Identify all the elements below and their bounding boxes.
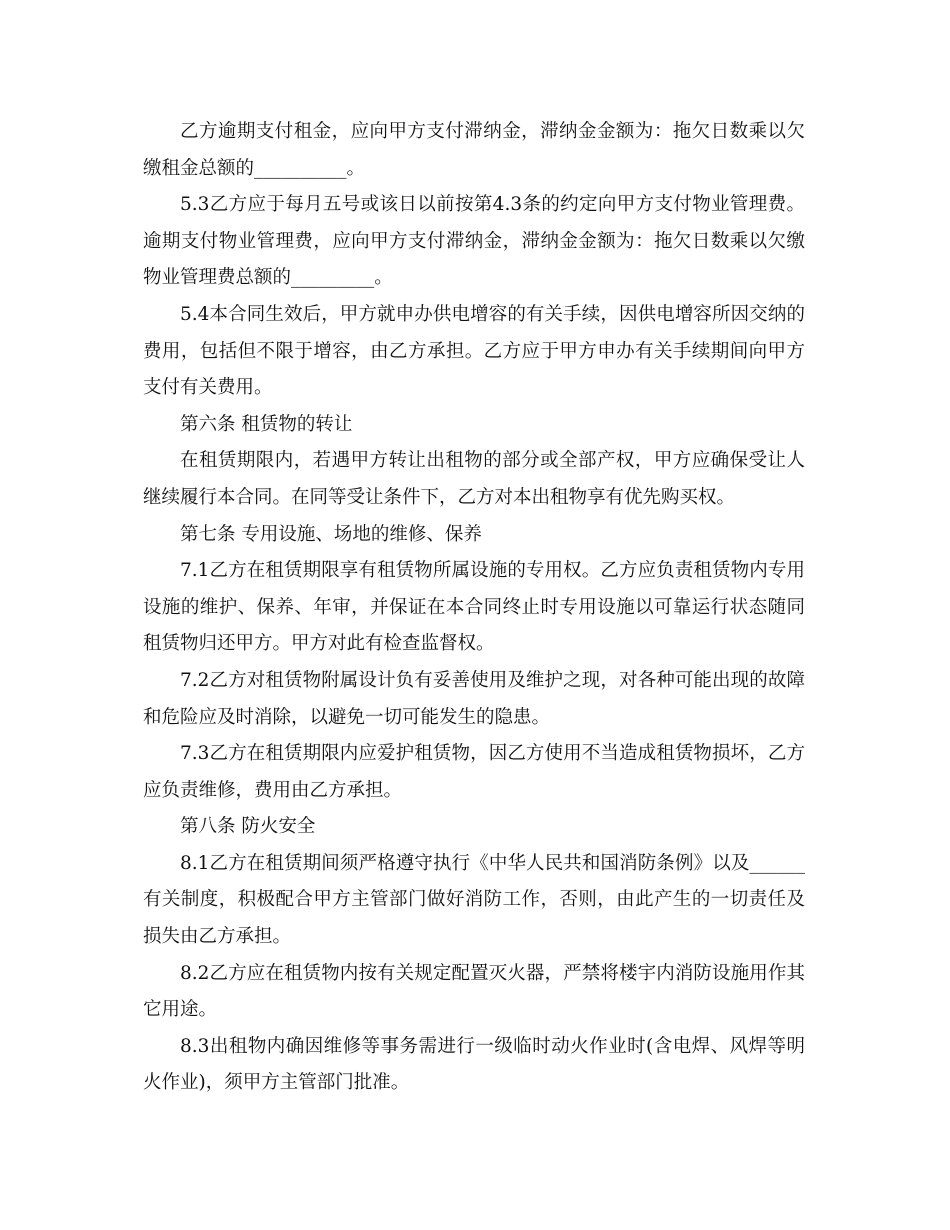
paragraph-clause-8-2: 8.2乙方应在租赁物内按有关规定配置灭火器，严禁将楼宇内消防设施用作其它用途。 [143,962,805,1021]
paragraph-clause-8-3: 8.3出租物内确因维修等事务需进行一级临时动火作业时(含电焊、风焊等明火作业)，须甲方主管部门批准。 [143,1035,805,1094]
paragraph-clause-5-4: 5.4本合同生效后，甲方就申办供电增容的有关手续，因供电增容所因交纳的费用，包括但不限于增容，由乙方承担。乙方应于甲方申办有关手续期间向甲方支付有关费用。 [143,303,805,399]
paragraph-clause-7-2: 7.2乙方对租赁物附属设计负有妥善使用及维护之现，对各种可能出现的故障和危险应及时消除，以避免一切可能发生的隐患。 [143,669,805,728]
paragraph-clause-8-1: 8.1乙方在租赁期间须严格遵守执行《中华人民共和国消防条例》以及______有关制度，积极配合甲方主管部门做好消防工作，否则，由此产生的一切责任及损失由乙方承担。 [143,852,805,948]
heading-article-8: 第八条 防火安全 [180,816,316,838]
heading-article-7: 第七条 专用设施、场地的维修、保养 [180,523,482,545]
heading-article-6: 第六条 租赁物的转让 [180,413,353,435]
paragraph-clause-5-3: 5.3乙方应于每月五号或该日以前按第4.3条的约定向甲方支付物业管理费。逾期支付物业管理费，应向甲方支付滞纳金，滞纳金金额为：拖欠日数乘以欠缴物业管理费总额的_________。 [143,194,805,289]
document-body [143,114,805,1102]
paragraph-late-rent-penalty: 乙方逾期支付租金，应向甲方支付滞纳金，滞纳金金额为：拖欠日数乘以欠缴租金总额的__________。 [143,121,805,179]
paragraph-clause-7-3: 7.3乙方在租赁期限内应爱护租赁物，因乙方使用不当造成租赁物损坏，乙方应负责维修，费用由乙方承担。 [143,743,805,801]
paragraph-article-6-body: 在租赁期限内，若遇甲方转让出租物的部分或全部产权，甲方应确保受让人继续履行本合同。在同等受让条件下，乙方对本出租物享有优先购买权。 [143,450,805,508]
paragraph-clause-7-1: 7.1乙方在租赁期限享有租赁物所属设施的专用权。乙方应负责租赁物内专用设施的维护、保养、年审，并保证在本合同终止时专用设施以可靠运行状态随同租赁物归还甲方。甲方对此有检查监督权。 [143,560,805,655]
